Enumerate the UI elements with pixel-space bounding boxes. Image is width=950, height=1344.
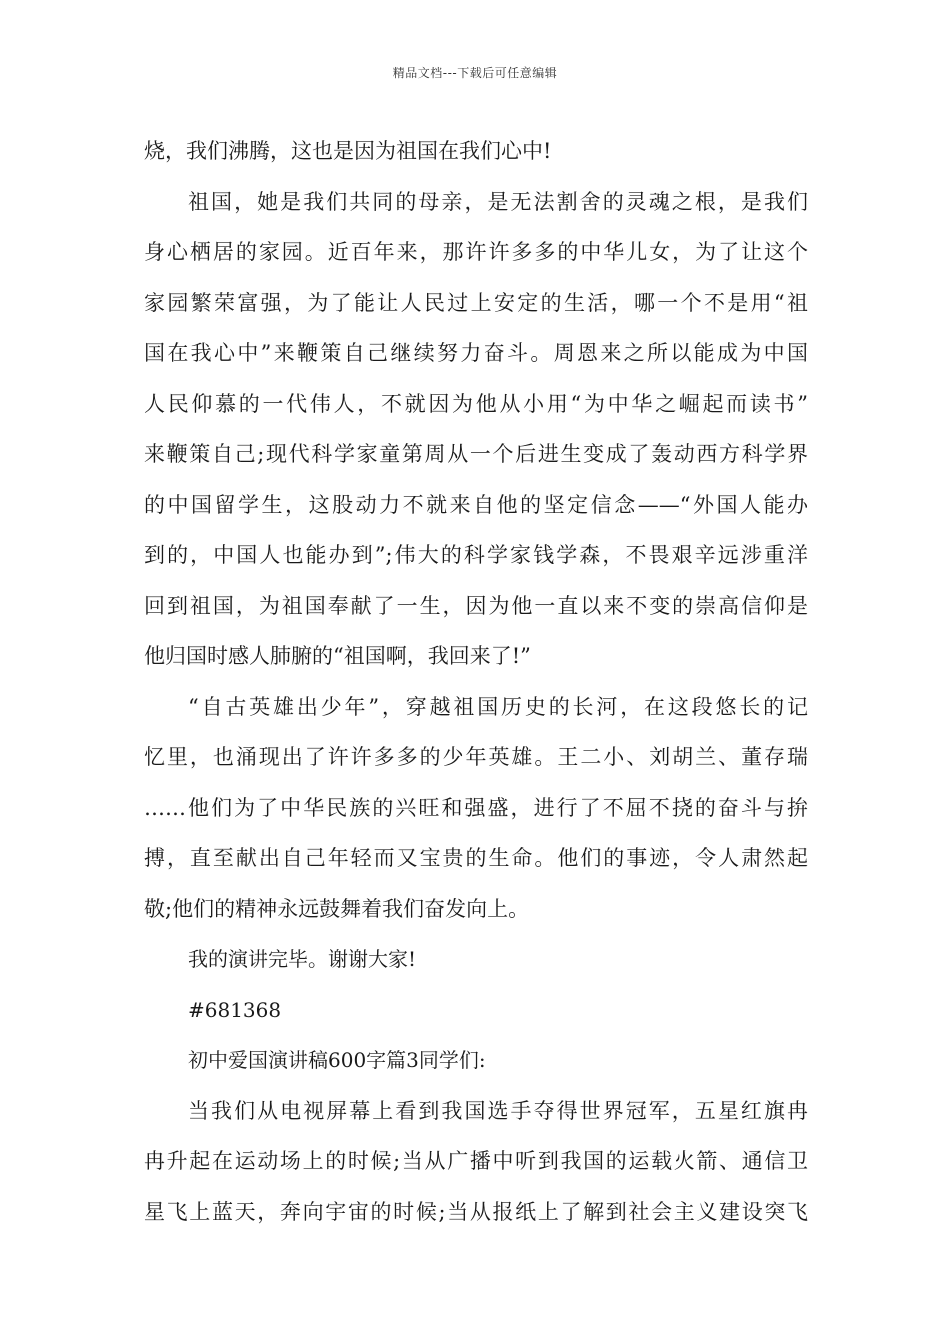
text-line: 敬;他们的精神永远鼓舞着我们奋发向上。 xyxy=(144,896,530,921)
page-header: 精品文档---下载后可任意编辑 xyxy=(392,66,558,80)
text-line: 人民仰慕的一代伟人，不就因为他从小用“为中华之崛起而读书” xyxy=(144,391,808,416)
text-line: ……他们为了中华民族的兴旺和强盛，进行了不屈不挠的奋斗与拚 xyxy=(144,795,808,820)
text-line: 祖国，她是我们共同的母亲，是无法割舍的灵魂之根，是我们 xyxy=(188,189,808,214)
text-line: 冉升起在运动场上的时候;当从广播中听到我国的运载火箭、通信卫 xyxy=(144,1149,808,1173)
text-line: “自古英雄出少年”，穿越祖国历史的长河，在这段悠长的记 xyxy=(188,694,808,719)
text-line: 忆里，也涌现出了许许多多的少年英雄。王二小、刘胡兰、董存瑞 xyxy=(144,745,808,769)
text-line: 回到祖国，为祖国奉献了一生，因为他一直以来不变的崇高信仰是 xyxy=(144,593,808,618)
text-line: 到的，中国人也能办到”;伟大的科学家钱学森，不畏艰辛远涉重洋 xyxy=(144,543,808,567)
text-line: 星飞上蓝天，奔向宇宙的时候;当从报纸上了解到社会主义建设突飞 xyxy=(144,1199,808,1224)
text-line: 初中爱国演讲稿600字篇3同学们: xyxy=(188,1048,486,1072)
text-line: 国在我心中”来鞭策自己继续努力奋斗。周恩来之所以能成为中国 xyxy=(144,341,808,365)
text-line: 来鞭策自己;现代科学家童第周从一个后进生变成了轰动西方科学界 xyxy=(144,442,808,466)
document-body xyxy=(144,126,808,1237)
text-line: 他归国时感人肺腑的“祖国啊，我回来了!” xyxy=(144,644,531,668)
text-line: #681368 xyxy=(188,997,282,1022)
text-line: 搏，直至献出自己年轻而又宝贵的生命。他们的事迹，令人肃然起 xyxy=(144,846,808,870)
text-line: 我的演讲完毕。谢谢大家! xyxy=(188,947,417,971)
text-line: 烧，我们沸腾，这也是因为祖国在我们心中! xyxy=(144,139,552,163)
text-line: 当我们从电视屏幕上看到我国选手夺得世界冠军，五星红旗冉 xyxy=(188,1098,808,1123)
text-line: 身心栖居的家园。近百年来，那许许多多的中华儿女，为了让这个 xyxy=(144,240,808,264)
text-line: 家园繁荣富强，为了能让人民过上安定的生活，哪一个不是用“祖 xyxy=(144,290,808,315)
text-line: 的中国留学生，这股动力不就来自他的坚定信念——“外国人能办 xyxy=(144,492,808,517)
